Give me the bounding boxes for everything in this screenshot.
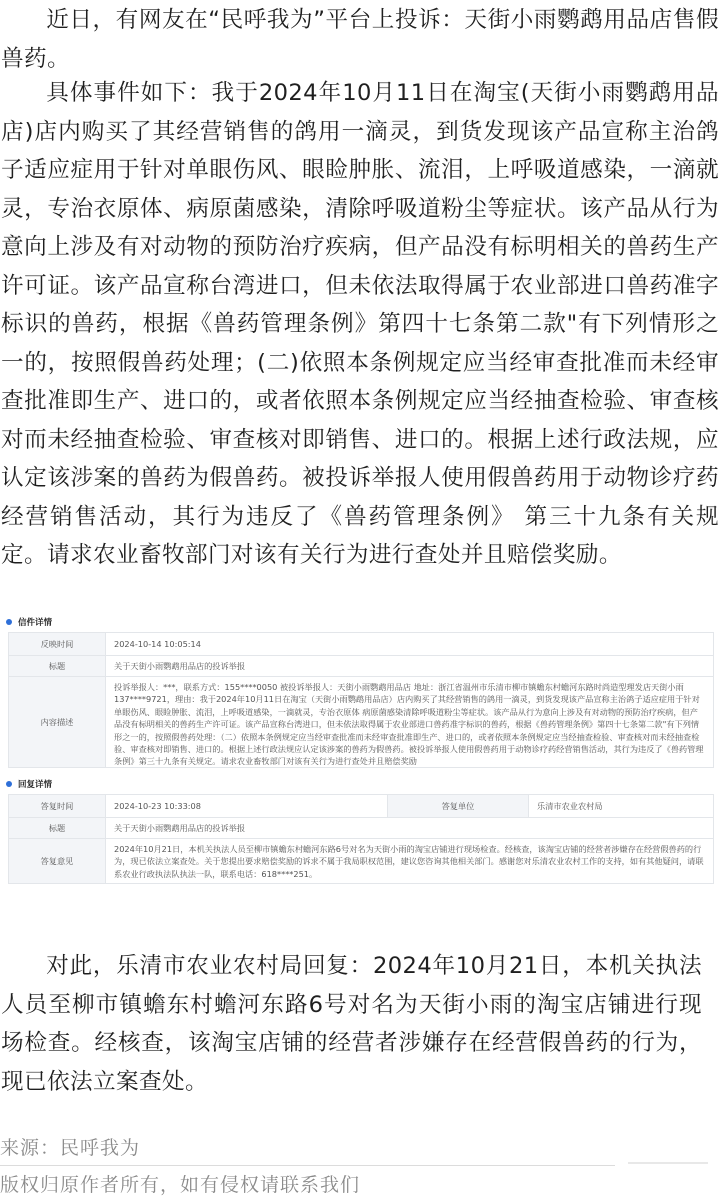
reply-unit-value: 乐清市农业农村局	[537, 800, 603, 811]
paragraph-reply: 对此，乐清市农业农村局回复：2024年10月21日，本机关执法人员至柳市镇蟾东村蟾河东路6号对名为天街小雨的淘宝店铺进行现场检查。经核查，该淘宝店铺的经营者涉嫌存在经营假兽药的行为，现已依法立案查处。	[1, 953, 702, 1095]
bullet-icon	[6, 781, 12, 787]
letter-content-label: 内容描述	[9, 677, 106, 767]
copyright-notice: 版权归原作者所有，如有侵权请联系我们	[0, 1174, 361, 1196]
table-row	[9, 656, 713, 677]
bullet-icon	[6, 619, 12, 625]
letter-time-value: 2024-10-14 10:05:14	[114, 638, 201, 649]
reply-title-value: 关于天街小雨鹦鹉用品店的投诉举报	[114, 822, 246, 833]
letter-section-header	[0, 612, 720, 632]
letter-section-title: 信件详情	[18, 618, 53, 628]
letter-time-label: 反映时间	[9, 633, 106, 655]
reply-details-table	[8, 794, 714, 884]
reply-section-title: 回复详情	[18, 780, 53, 790]
reply-opinion-label: 答复意见	[9, 839, 106, 883]
letter-details-table	[8, 632, 714, 768]
source-credit: 来源：民呼我为	[0, 1137, 141, 1159]
paragraph-complaint: 具体事件如下：我于2024年10月11日在淘宝(天街小雨鹦鹉用品店)店内购买了其经营销售的鸽用一滴灵，到货发现该产品宣称主治鸽子适应症用于针对单眼伤风、眼睑肿胀、流泪，上呼吸道感染，一滴就灵，专治衣原体、病原菌感染，清除呼吸道粉尘等症状。该产品从行为意向上涉及有对动物的预防治疗疾病，但产品没有标明相关的兽药生产许可证。该产品宣称台湾进口，但未依法取得属于农业部进口兽药准字标识的兽药，根据《兽药管理条例》第四十七条第二款"有下列情形之一的，按照假兽药处理；(二)依照本条例规定应当经审查批准而未经审查批准即生产、进口的，或者依照本条例规定应当经抽查检验、审查核对而未经抽查检验、审查核对即销售、进口的。根据上述行政法规，应认定该涉案的兽药为假兽药。被投诉举报人使用假兽药用于动物诊疗药经营销售活动，其行为违反了《兽药管理条例》 第三十九条有关规定。请求农业畜牧部门对该有关行为进行查处并且赔偿奖励。	[1, 80, 719, 568]
reply-section-header	[0, 774, 720, 794]
letter-title-value: 关于天街小雨鹦鹉用品店的投诉举报	[114, 660, 246, 671]
letter-content-value: 投诉举报人：***，联系方式：155****0050 被投诉举报人：天街小雨鹦鹉用品店 地址：浙江省温州市乐清市柳市镇蟾东村蟾河东路时尚造型理发店天街小雨137****9721，理由：我于2024年10月11日在淘宝（天街小雨鹦鹉用品店）店内购买了其经营销售的鸽用一滴灵，到货发现该产品宣称主治鸽子适应症用于针对单眼伤风、眼睑肿胀、流泪，上呼吸道感染，一滴就灵，专治衣原体 病原菌感染清除呼吸道粉尘等症状。该产品从行为意向上涉及有对动物的预防治疗疾病，但产品没有标明相关的兽药生产许可证。该产品宣称台湾进口，但未依法取得属于农业部进口兽药准字标识的兽药，根据《兽药管理条例》第四十七条第二款"有下列情形之一的，按照假兽药处理：（二）依照本条例规定应当经审查批准而未经审查批准即生产、进口的，或者依照本条例规定应当经抽查检验、审查核对而未经抽查检验、审查核对即销售、进口的。根据上述行政法规应认定该涉案的兽药为假兽药。被投诉举报人使用假兽药用于动物诊疗药经营销售活动，其行为违反了《兽药管理条例》第三十九条有关规定。请求农业畜牧部门对该有关行为进行查处并且赔偿奖励	[114, 682, 704, 767]
table-row	[9, 839, 713, 883]
table-row	[9, 633, 713, 656]
divider	[628, 1162, 708, 1164]
divider	[0, 1165, 615, 1166]
reply-title-label: 标题	[9, 818, 106, 838]
letter-title-label: 标题	[9, 656, 106, 676]
reply-opinion-value: 2024年10月21日，本机关执法人员至柳市镇蟾东村蟾河东路6号对名为天街小雨的淘宝店铺进行现场检查。经核查，该淘宝店铺的经营者涉嫌存在经营假兽药的行为，现已依法立案查处。关于您提出要求赔偿奖励的诉求不属于我局职权范围，建议您咨询其他相关部门。感谢您对乐清农业农村工作的支持，如有其他疑问，请联系农业行政执法队执法一队，联系电话：618****251。	[114, 844, 704, 879]
table-row	[9, 795, 713, 818]
paragraph-intro: 近日，有网友在“民呼我为”平台上投诉：天街小雨鹦鹉用品店售假兽药。	[1, 7, 719, 72]
reply-unit-label: 答复单位	[387, 795, 529, 817]
reply-time-value: 2024-10-23 10:33:08	[114, 800, 201, 811]
complaint-screenshot	[0, 612, 720, 902]
reply-time-label: 答复时间	[9, 795, 106, 817]
table-row	[9, 677, 713, 767]
table-row	[9, 818, 713, 839]
